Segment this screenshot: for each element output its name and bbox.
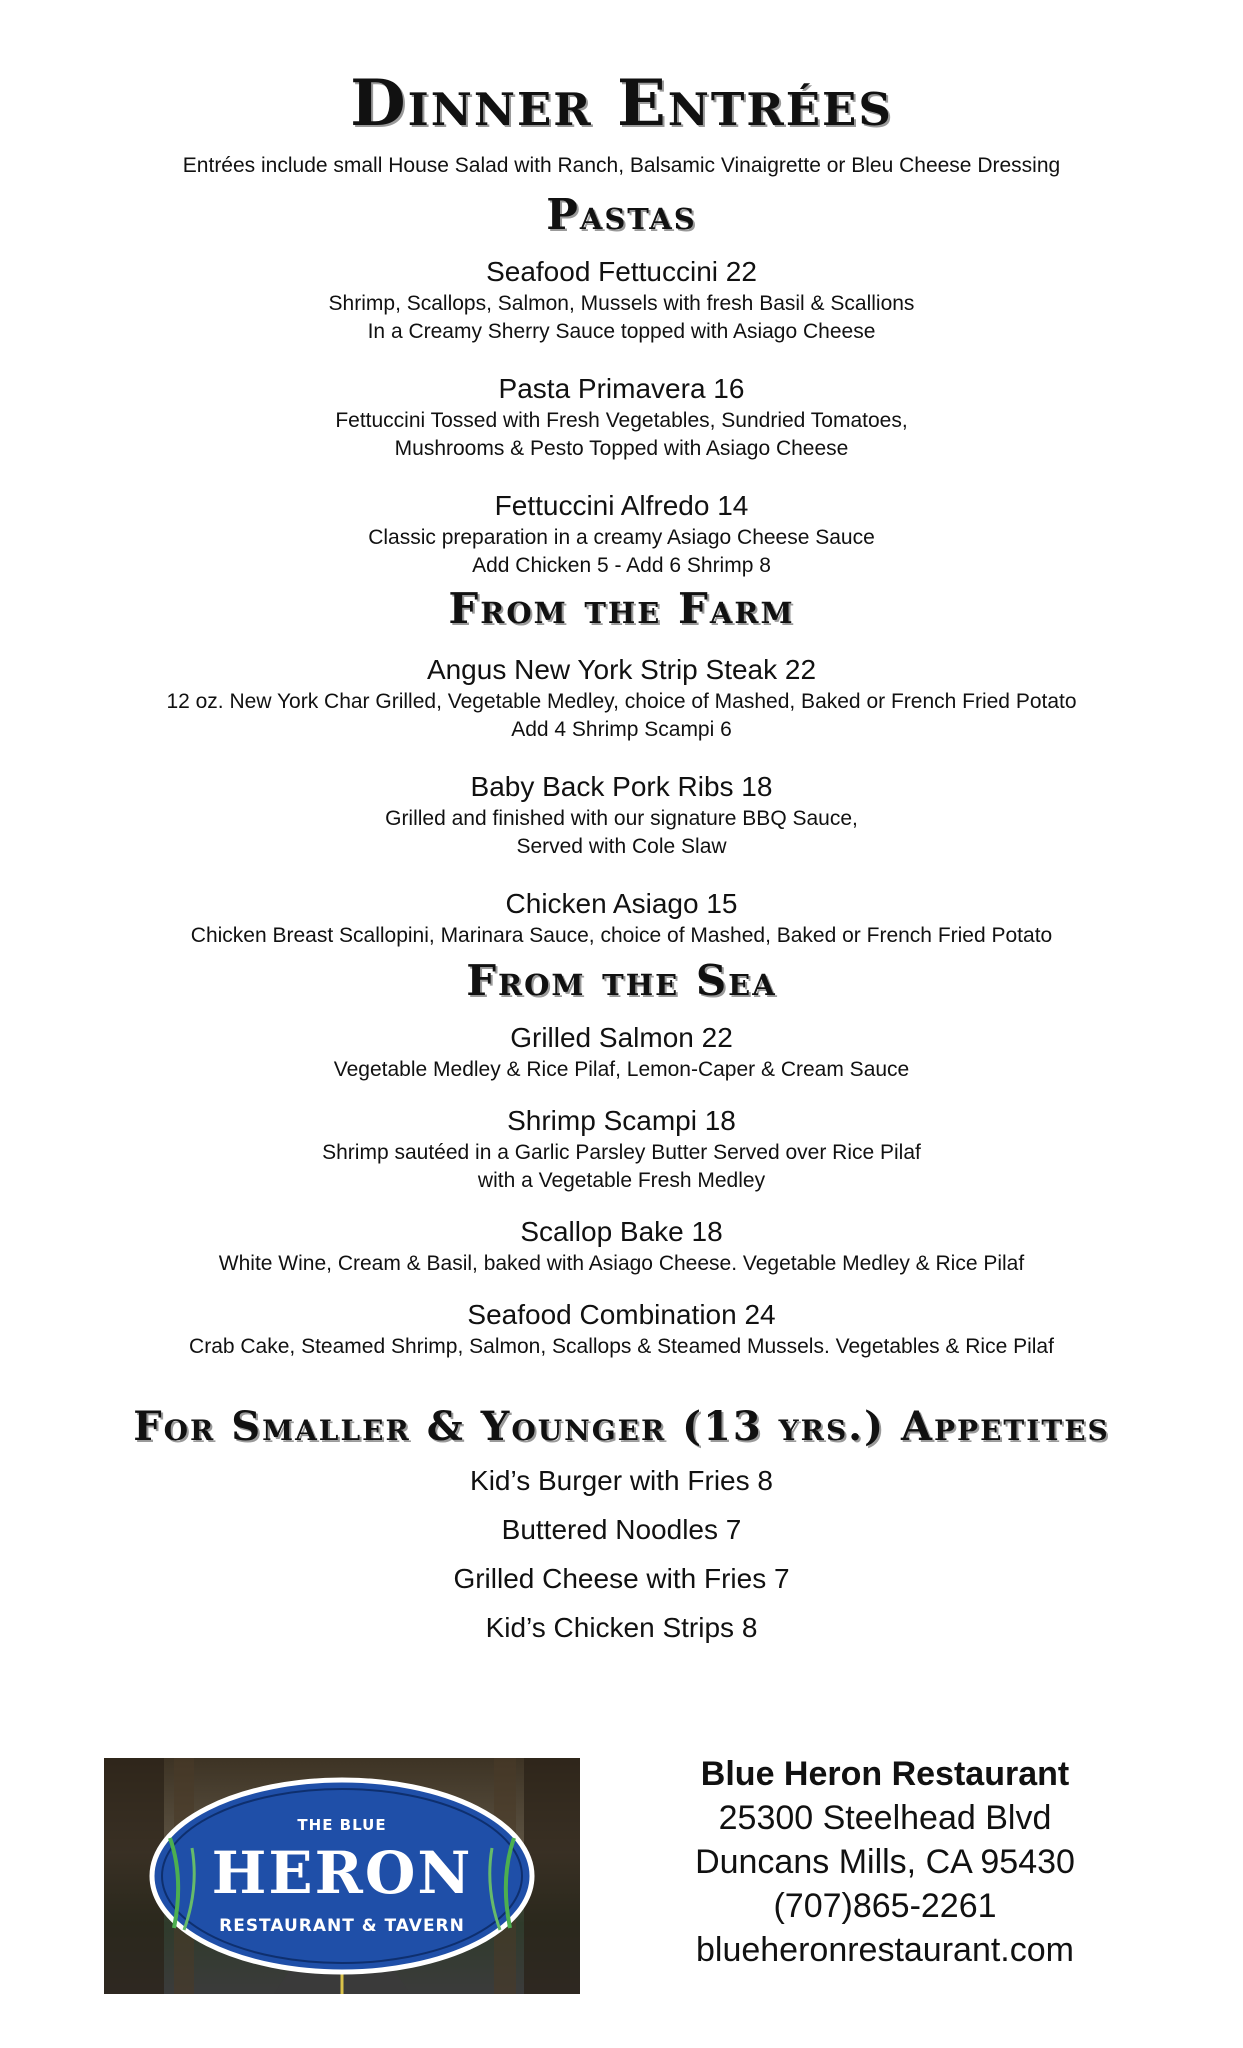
- menu-item-name: Chicken Asiago 15: [505, 888, 738, 919]
- menu-item-desc: White Wine, Cream & Basil, baked with Asiago Cheese. Vegetable Medley & Rice Pilaf: [218, 1252, 1025, 1275]
- menu-item-desc: Served with Cole Slaw: [516, 835, 727, 858]
- menu-item-desc: Chicken Breast Scallopini, Marinara Sauce, choice of Mashed, Baked or French Fried Potato: [190, 924, 1053, 947]
- phone-number: (707)865-2261: [773, 1887, 997, 1925]
- menu-item-desc: Crab Cake, Steamed Shrimp, Salmon, Scallops & Steamed Mussels. Vegetables & Rice Pilaf: [189, 1335, 1054, 1358]
- menu-item-name: Baby Back Pork Ribs 18: [470, 771, 773, 802]
- section-title-kids: For Smaller & Younger (13 yrs.) Appetites: [133, 1403, 1110, 1450]
- menu-item-desc: Add Chicken 5 - Add 6 Shrimp 8: [472, 554, 771, 577]
- menu-title: Dinner Entrées: [350, 66, 893, 141]
- menu-item-desc: Classic preparation in a creamy Asiago Cheese Sauce: [368, 526, 875, 549]
- menu-item-desc: with a Vegetable Fresh Medley: [477, 1169, 766, 1192]
- kids-menu-item: Kid’s Burger with Fries 8: [470, 1465, 773, 1496]
- menu-item-name: Shrimp Scampi 18: [507, 1105, 736, 1136]
- logo-text-small: THE BLUE: [297, 1816, 387, 1834]
- section-title-from-the-farm: From the Farm: [448, 584, 795, 633]
- kids-menu-item: Kid’s Chicken Strips 8: [485, 1612, 758, 1643]
- menu-item-desc: Shrimp, Scallops, Salmon, Mussels with fresh Basil & Scallions: [328, 292, 915, 315]
- entree-intro: Entrées include small House Salad with Ranch, Balsamic Vinaigrette or Bleu Cheese Dressing: [182, 154, 1061, 177]
- menu-item-name: Angus New York Strip Steak 22: [426, 654, 817, 685]
- restaurant-logo: [104, 1758, 580, 1994]
- kids-menu-item: Grilled Cheese with Fries 7: [453, 1563, 790, 1594]
- menu-item-desc: Mushrooms & Pesto Topped with Asiago Cheese: [394, 437, 849, 460]
- contact-block: [640, 1752, 1130, 1972]
- city-address: Duncans Mills, CA 95430: [695, 1843, 1075, 1881]
- menu-item-name: Grilled Salmon 22: [510, 1022, 733, 1053]
- menu-item-name: Pasta Primavera 16: [498, 373, 745, 404]
- menu-item-desc: Vegetable Medley & Rice Pilaf, Lemon-Caper & Cream Sauce: [333, 1058, 910, 1081]
- logo-text-sub: RESTAURANT & TAVERN: [219, 1916, 465, 1936]
- restaurant-name: Blue Heron Restaurant: [700, 1755, 1070, 1793]
- menu-item-name: Scallop Bake 18: [520, 1216, 723, 1247]
- menu-item-name: Seafood Combination 24: [467, 1299, 776, 1330]
- menu-item-desc: Fettuccini Tossed with Fresh Vegetables, Sundried Tomatoes,: [335, 409, 908, 432]
- website-link[interactable]: blueheronrestaurant.com: [695, 1931, 1074, 1969]
- menu-item-desc: In a Creamy Sherry Sauce topped with Asiago Cheese: [367, 320, 876, 343]
- menu-item-name: Fettuccini Alfredo 14: [494, 490, 749, 521]
- menu-item-desc: 12 oz. New York Char Grilled, Vegetable Medley, choice of Mashed, Baked or French Fried Potato: [166, 690, 1077, 713]
- menu-item-desc: Shrimp sautéed in a Garlic Parsley Butter Served over Rice Pilaf: [322, 1141, 921, 1164]
- section-title-pastas: Pastas: [546, 190, 697, 239]
- menu-item-name: Seafood Fettuccini 22: [486, 256, 757, 287]
- menu-item-desc: Grilled and finished with our signature BBQ Sauce,: [385, 807, 858, 830]
- street-address: 25300 Steelhead Blvd: [718, 1799, 1052, 1837]
- logo-text-big: HERON: [211, 1839, 473, 1907]
- kids-menu-item: Buttered Noodles 7: [501, 1514, 742, 1545]
- section-title-from-the-sea: From the Sea: [466, 956, 777, 1005]
- menu-item-desc: Add 4 Shrimp Scampi 6: [511, 718, 732, 741]
